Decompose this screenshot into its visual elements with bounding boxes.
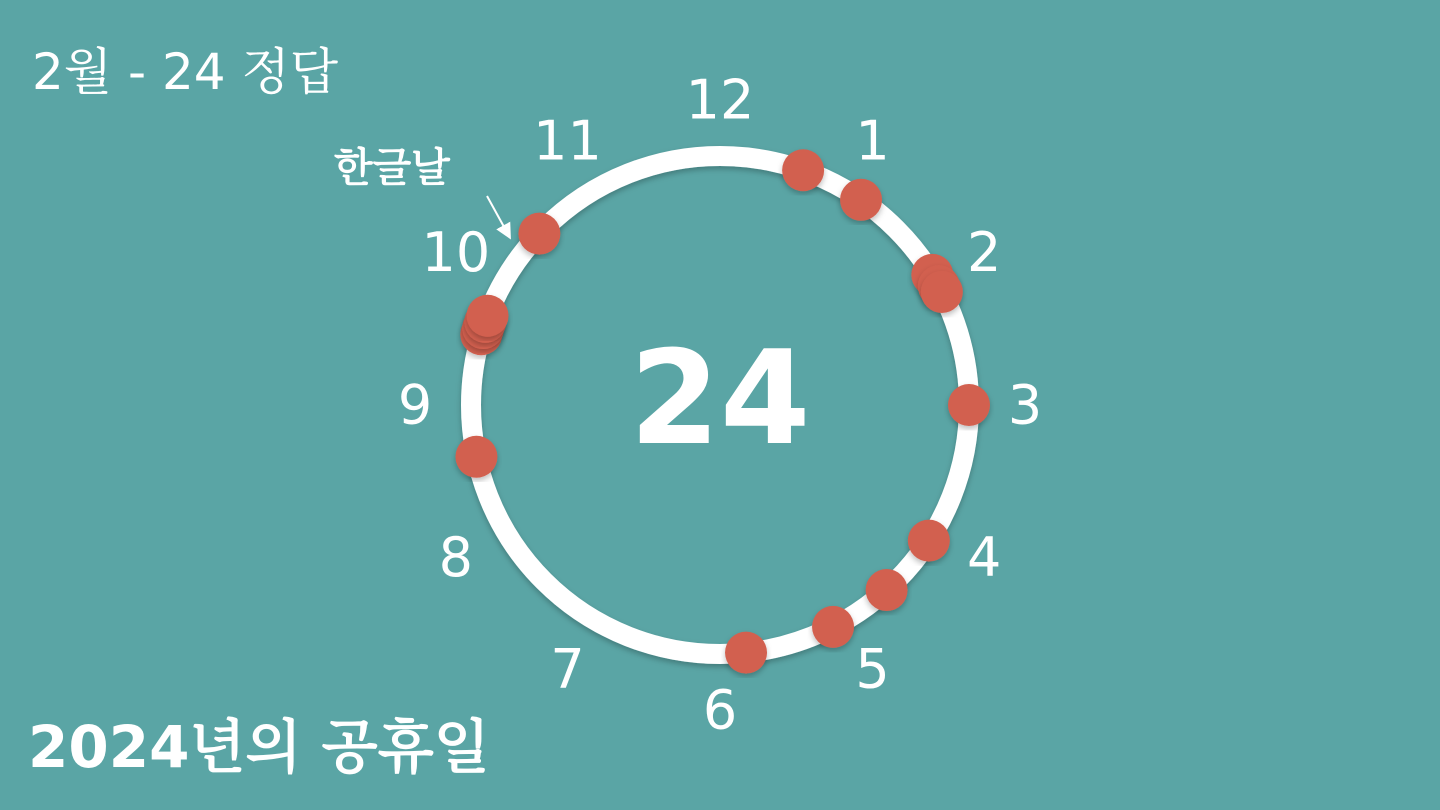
hangul-day-annotation: 한글날 [334, 145, 450, 191]
holiday-dot [908, 520, 950, 562]
holiday-dot [467, 295, 509, 337]
hour-label-2: 2 [966, 221, 1002, 284]
holiday-dot [782, 149, 824, 191]
holiday-dot [948, 384, 990, 426]
hour-label-7: 7 [550, 637, 585, 701]
page-title: 2월 - 24 정답 [32, 43, 339, 101]
holiday-dot [866, 569, 908, 611]
annotation-arrow [487, 196, 509, 236]
holiday-dot [518, 213, 560, 255]
hour-label-12: 12 [685, 68, 755, 132]
hour-label-1: 1 [855, 109, 890, 173]
holiday-dot [840, 179, 882, 221]
hour-label-6: 6 [702, 678, 738, 742]
hour-label-3: 3 [1007, 373, 1043, 437]
hour-label-8: 8 [438, 526, 474, 589]
hour-label-10: 10 [421, 221, 491, 284]
hour-label-9: 9 [397, 373, 433, 437]
hour-label-5: 5 [855, 637, 890, 701]
hour-label-11: 11 [533, 109, 602, 173]
hour-label-4: 4 [966, 526, 1002, 589]
holiday-dot [725, 632, 767, 674]
subtitle: 2024년의 공휴일 [28, 713, 490, 781]
holiday-dot [455, 436, 497, 478]
holiday-dot [921, 271, 963, 313]
holiday-dot [812, 606, 854, 648]
holiday-count: 24 [629, 322, 811, 474]
